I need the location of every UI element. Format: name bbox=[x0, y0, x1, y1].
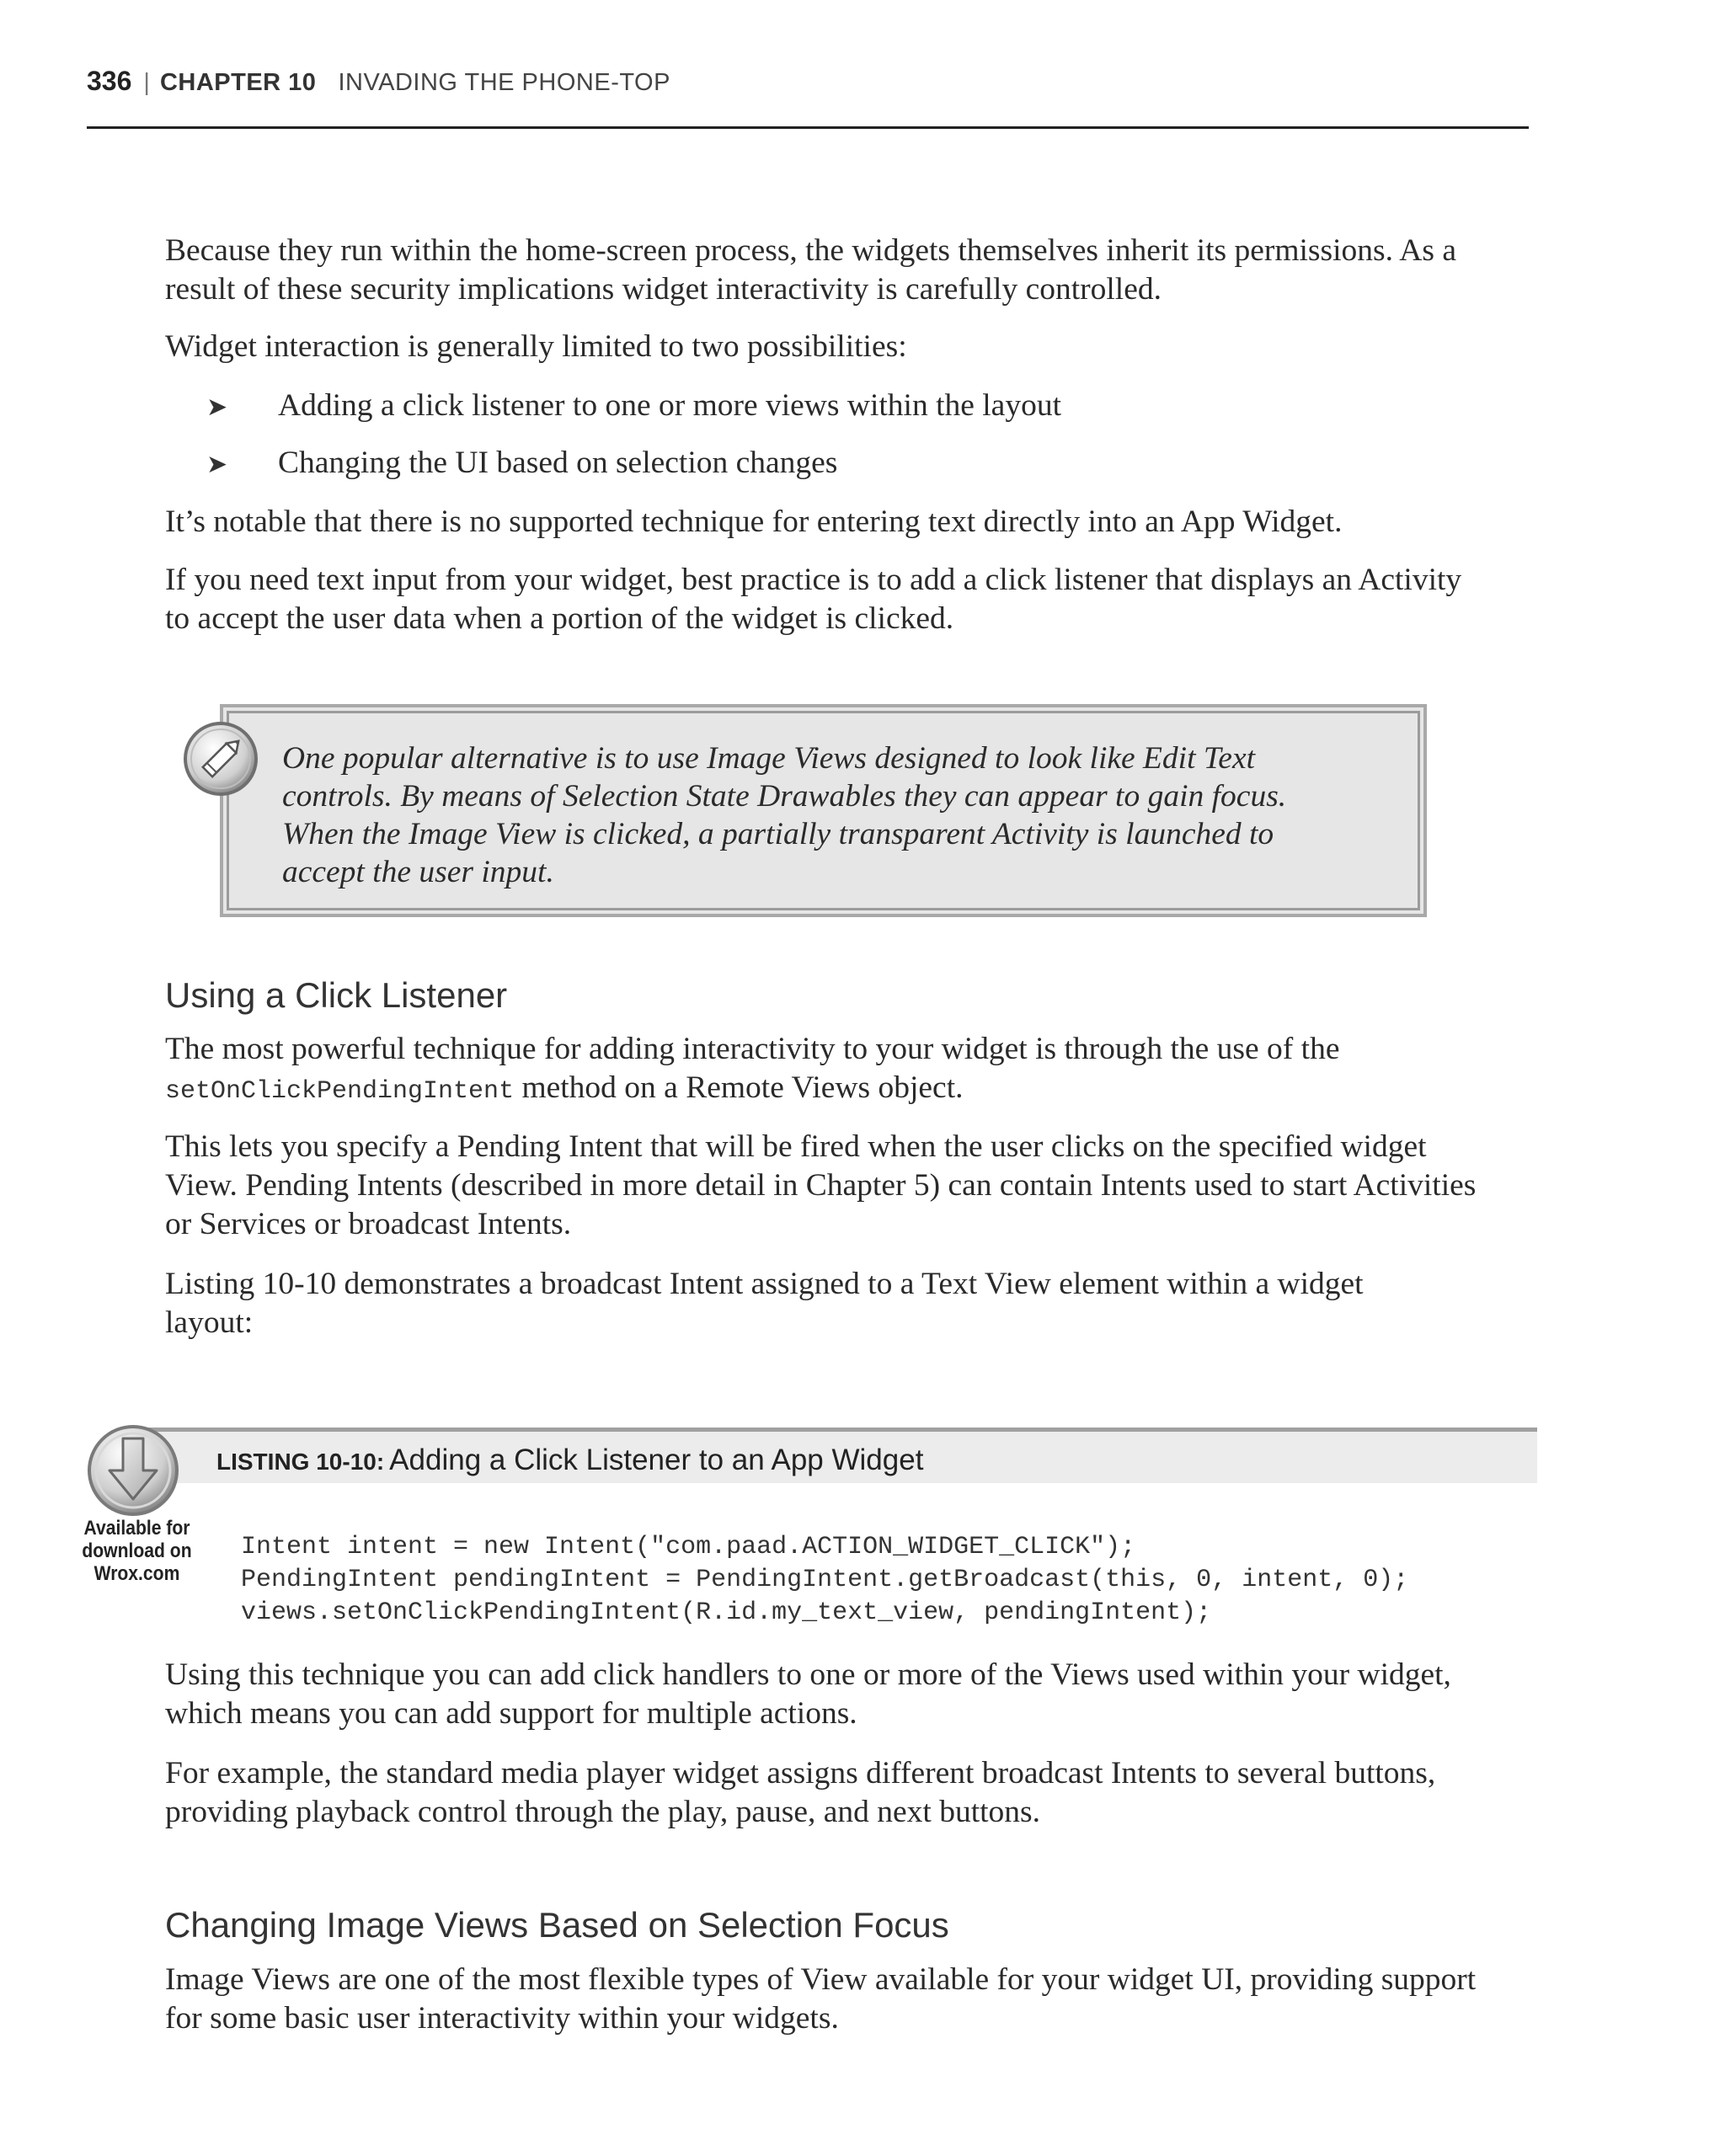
paragraph-multiple-handlers bbox=[165, 1656, 1538, 1733]
paragraph-pending-intent-method bbox=[165, 1030, 1538, 1111]
text-line: Image Views are one of the most flexible types of View available for your widget UI, providing support bbox=[165, 1962, 1477, 1997]
available-line: Wrox.com bbox=[93, 1562, 180, 1585]
listing-label: LISTING 10-10: bbox=[216, 1449, 385, 1475]
text-line: for some basic user interactivity within your widgets. bbox=[165, 2001, 839, 2036]
code-line: views.setOnClickPendingIntent(R.id.my_text_view, pendingIntent); bbox=[241, 1598, 1212, 1627]
text-line: Listing 10-10 demonstrates a broadcast Intent assigned to a Text View element within a widget bbox=[165, 1267, 1364, 1301]
paragraph-listing-intro bbox=[165, 1265, 1538, 1342]
listing-title bbox=[216, 1444, 923, 1477]
paragraph-pending-intent-description bbox=[165, 1128, 1538, 1244]
text-line: For example, the standard media player widget assigns different broadcast Intents to several buttons, bbox=[165, 1756, 1436, 1790]
text-line bbox=[165, 1069, 1538, 1111]
paragraph-image-views bbox=[165, 1961, 1538, 2038]
text-line: result of these security implications widget interactivity is carefully controlled. bbox=[165, 272, 1162, 307]
note-text bbox=[282, 739, 1394, 891]
bullet-arrow-icon: ➤ bbox=[206, 392, 228, 422]
text-span: method on a Remote Views object. bbox=[514, 1070, 964, 1105]
text-line: This lets you specify a Pending Intent that will be fired when the user clicks on the specified widget bbox=[165, 1129, 1427, 1164]
listing-header bbox=[132, 1428, 1537, 1483]
code-line: PendingIntent pendingIntent = PendingIntent.getBroadcast(this, 0, intent, 0); bbox=[241, 1566, 1409, 1594]
bullet-item bbox=[206, 444, 837, 484]
available-for-download[interactable] bbox=[76, 1517, 198, 1585]
inline-code: setOnClickPendingIntent bbox=[165, 1077, 515, 1106]
bullet-text: Adding a click listener to one or more views within the layout bbox=[278, 388, 1061, 423]
text-line: The most powerful technique for adding interactivity to your widget is through the use of the bbox=[165, 1032, 1340, 1066]
section-heading-image-views: Changing Image Views Based on Selection Focus bbox=[165, 1905, 949, 1945]
page-number: 336 bbox=[87, 66, 132, 96]
text-line: which means you can add support for multiple actions. bbox=[165, 1696, 857, 1731]
note-line: accept the user input. bbox=[282, 855, 554, 889]
note-line: When the Image View is clicked, a partially transparent Activity is launched to bbox=[282, 817, 1274, 851]
available-line: download on bbox=[82, 1540, 192, 1562]
paragraph-media-player-example bbox=[165, 1754, 1538, 1832]
note-box bbox=[220, 704, 1427, 917]
text-line: It’s notable that there is no supported technique for entering text directly into an App Widget. bbox=[165, 504, 1343, 539]
text-line: Widget interaction is generally limited to two possibilities: bbox=[165, 329, 907, 364]
paragraph-text-input bbox=[165, 561, 1538, 638]
text-line: View. Pending Intents (described in more detail in Chapter 5) can contain Intents used to start Activities bbox=[165, 1168, 1477, 1203]
text-line: Using this technique you can add click handlers to one or more of the Views used within your widget, bbox=[165, 1657, 1451, 1692]
paragraph-interaction-limits bbox=[165, 328, 1538, 366]
bullet-arrow-icon: ➤ bbox=[206, 450, 228, 479]
note-line: controls. By means of Selection State Drawables they can appear to gain focus. bbox=[282, 779, 1287, 814]
bullet-text: Changing the UI based on selection changes bbox=[278, 446, 838, 480]
running-header bbox=[87, 66, 670, 97]
text-line: or Services or broadcast Intents. bbox=[165, 1207, 572, 1241]
paragraph-no-text-entry bbox=[165, 503, 1538, 542]
text-line: layout: bbox=[165, 1305, 254, 1340]
text-line: to accept the user data when a portion of the widget is clicked. bbox=[165, 601, 954, 636]
listing-title-text: Adding a Click Listener to an App Widget bbox=[389, 1444, 924, 1476]
code-listing bbox=[241, 1531, 1408, 1630]
pencil-icon bbox=[182, 720, 259, 798]
paragraph-permissions bbox=[165, 232, 1538, 309]
text-line: providing playback control through the play, pause, and next buttons. bbox=[165, 1795, 1041, 1829]
header-separator: | bbox=[143, 69, 150, 96]
text-line: If you need text input from your widget, best practice is to add a click listener that displays an Activity bbox=[165, 563, 1462, 597]
bullet-item bbox=[206, 387, 1061, 427]
note-line: One popular alternative is to use Image Views designed to look like Edit Text bbox=[282, 741, 1256, 776]
chapter-title: INVADING THE PHONE-TOP bbox=[338, 69, 670, 96]
available-line: Available for bbox=[83, 1517, 190, 1540]
text-line: Because they run within the home-screen process, the widgets themselves inherit its permissions. As a bbox=[165, 233, 1456, 268]
download-arrow-icon[interactable] bbox=[84, 1422, 182, 1519]
chapter-label: CHAPTER 10 bbox=[159, 69, 317, 96]
header-rule bbox=[87, 126, 1529, 129]
section-heading-click-listener: Using a Click Listener bbox=[165, 975, 508, 1015]
code-line: Intent intent = new Intent("com.paad.ACTION_WIDGET_CLICK"); bbox=[241, 1533, 1136, 1561]
